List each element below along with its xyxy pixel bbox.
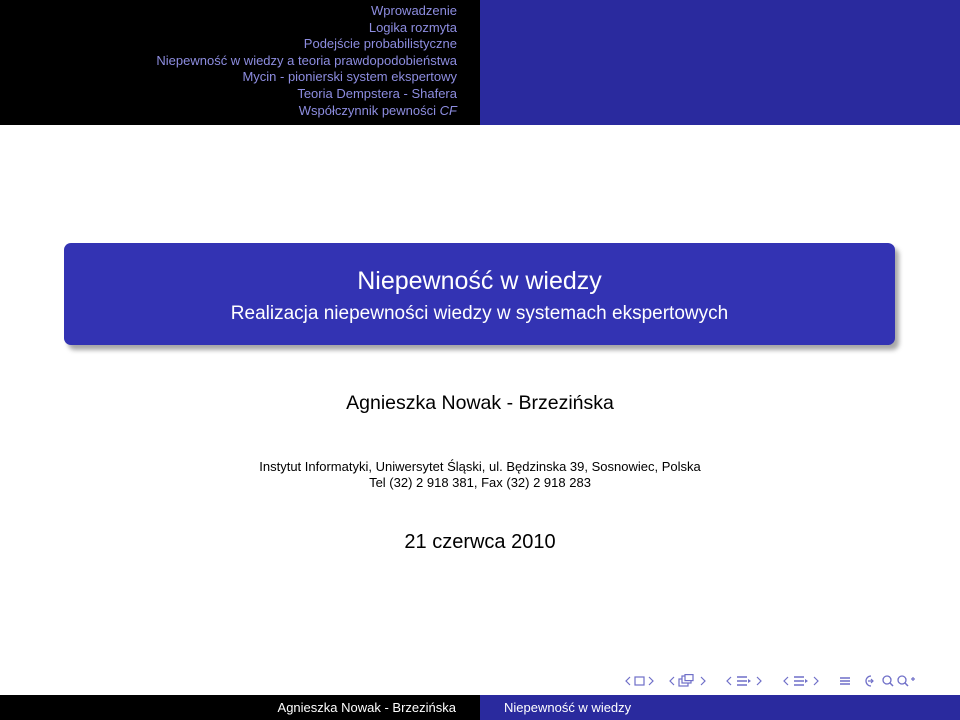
nav-section-dempster-shafer[interactable]: Teoria Dempstera - Shafera [297, 85, 457, 101]
section-navigation-icon[interactable] [781, 674, 827, 688]
footer-author: Agnieszka Nowak - Brzezińska [277, 700, 456, 715]
header-bar [0, 0, 960, 125]
beamer-navigation-symbols [622, 672, 919, 690]
nav-section-wspolczynnik-pewnosci[interactable]: Współczynnik pewności CF [298, 102, 457, 118]
slide-date: 21 czerwca 2010 [404, 531, 556, 553]
nav-section-logika-rozmyta[interactable]: Logika rozmyta [368, 19, 457, 35]
institute-contact: Tel (32) 2 918 381, Fax (32) 2 918 283 [369, 475, 591, 490]
footer-bar [0, 695, 960, 720]
slide-title: Niepewność w wiedzy [357, 267, 602, 295]
search-zoom-icon[interactable] [863, 674, 917, 688]
author-name: Agnieszka Nowak - Brzezińska [346, 392, 614, 414]
footer-title: Niepewność w wiedzy [504, 700, 632, 715]
nav-section-niepewnosc-teoria[interactable]: Niepewność w wiedzy a teoria prawdopodobieństwa [156, 52, 457, 68]
title-block [64, 243, 895, 345]
footer-left [0, 695, 480, 720]
cf-label: CF [439, 102, 457, 118]
slide-subtitle: Realizacja niepewności wiedzy w systemach ekspertowych [230, 303, 729, 324]
nav-section-mycin[interactable]: Mycin - pionierski system ekspertowy [242, 69, 457, 85]
header-right-panel [480, 0, 960, 125]
frame-navigation-icon[interactable] [667, 674, 713, 688]
nav-section-wprowadzenie[interactable]: Wprowadzenie [371, 3, 457, 18]
slide-back-icon[interactable] [622, 674, 656, 688]
align-icon[interactable] [838, 674, 852, 688]
section-navigation [0, 0, 480, 125]
nav-section-podejscie-probabilistyczne[interactable]: Podejście probabilistyczne [303, 36, 457, 52]
institute-address: Instytut Informatyki, Uniwersytet Śląski, ul. Będzinska 39, Sosnowiec, Polska [259, 459, 701, 474]
footer-right [480, 695, 960, 720]
subsection-navigation-icon[interactable] [724, 674, 770, 688]
